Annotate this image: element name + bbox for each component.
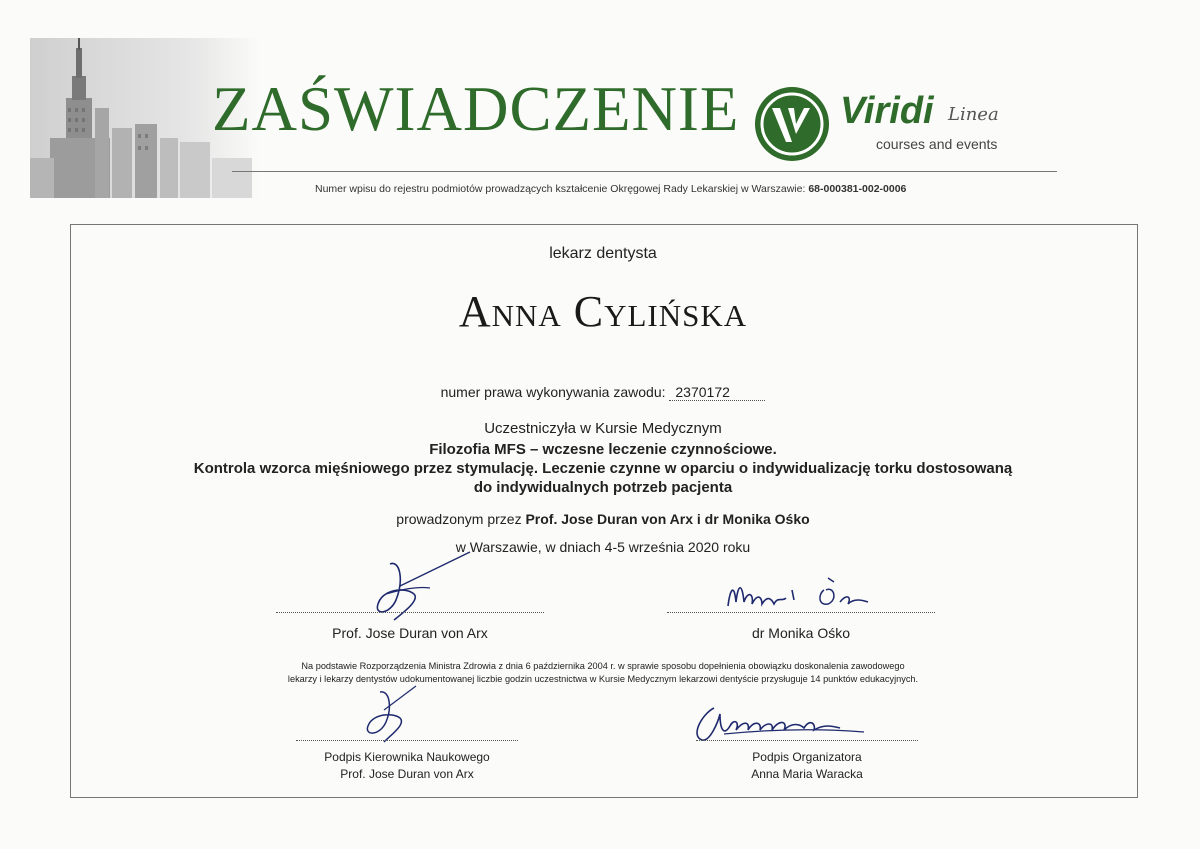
led-by-prefix: prowadzonym przez xyxy=(396,511,522,527)
registry-number: 68-000381-002-0006 xyxy=(808,183,907,195)
scientific-head-signature-line xyxy=(296,740,518,741)
lecturer-1-signature xyxy=(360,550,480,630)
license-number: 2370172 xyxy=(669,384,765,401)
organizer-signature-line xyxy=(696,740,918,741)
registry-text: Numer wpisu do rejestru podmiotów prowadzących kształcenie Okręgowej Rady Lekarskiej w Warszawie: xyxy=(315,183,806,195)
scientific-head-name: Prof. Jose Duran von Arx xyxy=(340,767,474,781)
lecturer-2-signature-line xyxy=(667,612,935,613)
participation-line: Uczestniczyła w Kursie Medycznym xyxy=(484,420,722,437)
viridi-logo-icon xyxy=(752,84,832,164)
scientific-head-signature xyxy=(356,682,436,748)
led-by-names: Prof. Jose Duran von Arx i dr Monika Ośko xyxy=(525,511,810,527)
brand-script: Linea xyxy=(948,104,999,125)
organizer-name: Anna Maria Waracka xyxy=(751,767,863,781)
organizer-signature xyxy=(684,700,874,752)
document-title: ZAŚWIADCZENIE xyxy=(212,74,740,144)
license-row xyxy=(70,384,1136,401)
header-divider xyxy=(232,171,1057,172)
lecturer-2-name: dr Monika Ośko xyxy=(751,625,851,641)
organizer-title: Podpis Organizatora xyxy=(752,750,862,764)
scientific-head-title: Podpis Kierownika Naukowego xyxy=(324,750,490,764)
course-line-1: Filozofia MFS – wczesne leczenie czynnościowe. xyxy=(429,441,777,458)
profession: lekarz dentysta xyxy=(549,245,657,262)
course-title xyxy=(70,440,1136,497)
brand-name: Viridi xyxy=(840,90,934,132)
course-line-3: do indywidualnych potrzeb pacjenta xyxy=(473,479,733,496)
led-by-line xyxy=(70,511,1136,527)
lecturer-1-name: Prof. Jose Duran von Arx xyxy=(332,625,488,641)
lecturer-1-signature-line xyxy=(276,612,544,613)
registry-line xyxy=(315,183,906,195)
license-label: numer prawa wykonywania zawodu: xyxy=(440,384,666,400)
course-line-2: Kontrola wzorca mięśniowego przez stymulację. Leczenie czynne w oparciu o indywidualizację torku dostosowaną xyxy=(193,460,1013,477)
organizer-caption xyxy=(696,749,918,783)
legal-line-2: lekarzy i lekarzy dentystów udokumentowanej liczbie godzin uczestnictwa w Kursie Medycznym lekarzowi dentyście przysługuje 14 punktów edukacyjnych. xyxy=(287,674,919,684)
legal-line-1: Na podstawie Rozporządzenia Ministra Zdrowia z dnia 6 października 2004 r. w sprawie sposobu dopełnienia obowiązku doskonalenia zawodowego xyxy=(301,661,905,671)
brand-tagline: courses and events xyxy=(876,136,998,152)
person-name: Anna Cylińska xyxy=(458,287,748,336)
scientific-head-caption xyxy=(296,749,518,783)
place-and-date: w Warszawie, w dniach 4-5 września 2020 roku xyxy=(455,539,751,555)
